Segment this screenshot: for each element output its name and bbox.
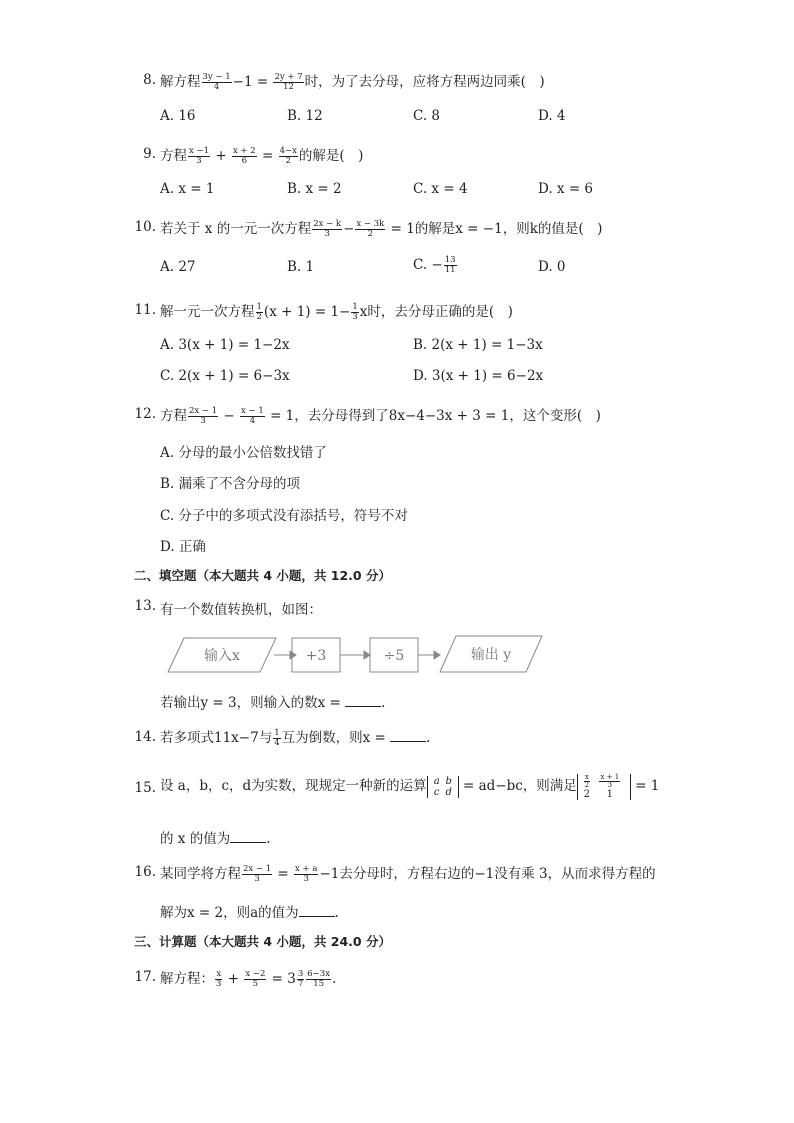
q15-number: 15. [134, 780, 156, 796]
q12-number: 12. [134, 406, 156, 422]
q14-text: 若多项式11x−7与 $\frac{1}{4}$ 互为倒数，则x = . [160, 728, 431, 748]
q9-option-c: C. x = 4 [413, 181, 468, 197]
q16-text: 某同学将方程 $\frac{2x - 1}{3}$ = $\frac{x + a}{3}$ −1去分母时，方程右边的−1没有乘 3，从而求得方程的 [160, 864, 656, 884]
q17-text: 解方程： $\frac{x}{3}$ + $\frac{x -2}{5}$ = 3 $\frac{3}{7}$ $\frac{6-3x}{15}$ . [160, 969, 337, 989]
fraction: $\frac{x -1}{3}$ [189, 146, 210, 166]
q12-text: 方程 $\frac{2x - 1}{3}$ − $\frac{x - 1}{4}$ = 1，去分母得到了8x−4−3x + 3 = 1，这个变形( ) [160, 406, 601, 426]
answer-blank [230, 830, 266, 843]
fraction: $\frac{2y + 7}{12}$ [274, 72, 303, 92]
q11-option-a: A. 3(x + 1) = 1−2x [160, 337, 290, 353]
fraction: $\frac{13}{11}$ [444, 255, 456, 275]
q15-text: 设 a，b，c，d为实数，现规定一种新的运算 a b c d = ad−bc，则满足 $\frac{x}{2}$ $\frac{x + 1}{3}$ 2 1 = 1 [160, 772, 660, 800]
q8-option-c: C. 8 [413, 108, 441, 124]
fraction: $\frac{1}{2}$ [256, 302, 262, 322]
flow-add-label: +3 [305, 648, 327, 664]
fraction: $\frac{2x - k}{3}$ [313, 219, 342, 239]
fraction: $\frac{1}{3}$ [352, 302, 358, 322]
fraction: $\frac{3}{7}$ [297, 969, 304, 989]
q9-option-b: B. x = 2 [287, 181, 342, 197]
q8-text: 解方程 $\frac{3y - 1}{4}$ −1 = $\frac{2y + 7}{12}$ 时，为了去分母，应将方程两边同乘( ) [160, 72, 545, 92]
fraction: $\frac{2x - 1}{3}$ [243, 864, 272, 884]
determinant-equation: $\frac{x}{2}$ $\frac{x + 1}{3}$ 2 1 [577, 774, 631, 800]
fraction: $\frac{1}{4}$ [274, 728, 280, 748]
fraction: $\frac{x -2}{5}$ [245, 969, 266, 989]
q10-option-d: D. 0 [538, 259, 566, 275]
q15-line2: 的 x 的值为 . [160, 831, 271, 847]
q12-option-b: B. 漏乘了不含分母的项 [160, 476, 301, 492]
flow-output-label: 输出 y [470, 647, 512, 663]
q10-text: 若关于 x 的一元一次方程 $\frac{2x - k}{3}$ − $\frac{x - 3k}{2}$ = 1的解是x = −1，则k的值是( ) [160, 219, 603, 239]
fraction: $\frac{6-3x}{15}$ [307, 969, 330, 989]
q8-option-b: B. 12 [287, 108, 323, 124]
fraction: $\frac{x}{3}$ [216, 969, 222, 989]
q10-number: 10. [134, 219, 156, 235]
q9-text: 方程 $\frac{x -1}{3}$ + $\frac{x + 2}{6}$ = $\frac{4-x}{2}$ 的解是( ) [160, 146, 364, 166]
q9-option-d: D. x = 6 [538, 181, 594, 197]
q13-number: 13. [134, 598, 156, 614]
answer-blank [345, 694, 381, 707]
q16-number: 16. [134, 864, 156, 880]
q13-question: 若输出y = 3，则输入的数x = . [160, 695, 386, 711]
q9-option-a: A. x = 1 [160, 181, 215, 197]
fraction: $\frac{x - 1}{4}$ [241, 406, 264, 426]
answer-blank [299, 904, 335, 917]
fraction: $\frac{x - 3k}{2}$ [356, 219, 385, 239]
q10-option-b: B. 1 [287, 259, 315, 275]
flow-divide-label: ÷5 [383, 648, 405, 664]
q12-option-d: D. 正确 [160, 539, 206, 555]
fraction: $\frac{2x - 1}{3}$ [189, 406, 218, 426]
q16-line2: 解为x = 2，则a的值为 . [160, 905, 339, 921]
section-heading-fill-blank: 二、填空题（本大题共 4 小题，共 12.0 分） [134, 568, 391, 583]
q12-option-c: C. 分子中的多项式没有添括号，符号不对 [160, 508, 408, 524]
determinant-definition: a b c d [427, 776, 459, 798]
q17-number: 17. [134, 969, 156, 985]
fraction: $\frac{4-x}{2}$ [279, 146, 297, 166]
answer-blank [390, 729, 426, 742]
section-heading-calculation: 三、计算题（本大题共 4 小题，共 24.0 分） [134, 934, 391, 949]
q11-number: 11. [134, 302, 156, 318]
q13-text: 有一个数值转换机，如图： [160, 602, 322, 618]
q14-number: 14. [134, 729, 156, 745]
q8-option-a: A. 16 [160, 108, 196, 124]
q8-number: 8. [143, 72, 156, 88]
q11-text: 解一元一次方程 $\frac{1}{2}$ (x + 1) = 1− $\frac{1}{3}$ x时，去分母正确的是( ) [160, 302, 513, 322]
q11-option-b: B. 2(x + 1) = 1−3x [413, 337, 543, 353]
q11-option-c: C. 2(x + 1) = 6−3x [160, 368, 290, 384]
q9-number: 9. [143, 146, 156, 162]
q11-option-d: D. 3(x + 1) = 6−2x [413, 368, 544, 384]
fraction: $\frac{x + a}{3}$ [295, 864, 318, 884]
q8-option-d: D. 4 [538, 108, 566, 124]
fraction: $\frac{x + 2}{6}$ [232, 146, 256, 166]
flow-input-label: 输入x [204, 648, 240, 664]
q10-option-c: C. − $\frac{13}{11}$ [413, 255, 456, 275]
fraction: $\frac{3y - 1}{4}$ [202, 72, 231, 92]
conversion-machine-diagram [166, 630, 548, 680]
q12-option-a: A. 分母的最小公倍数找错了 [160, 445, 327, 461]
q10-option-a: A. 27 [160, 259, 196, 275]
